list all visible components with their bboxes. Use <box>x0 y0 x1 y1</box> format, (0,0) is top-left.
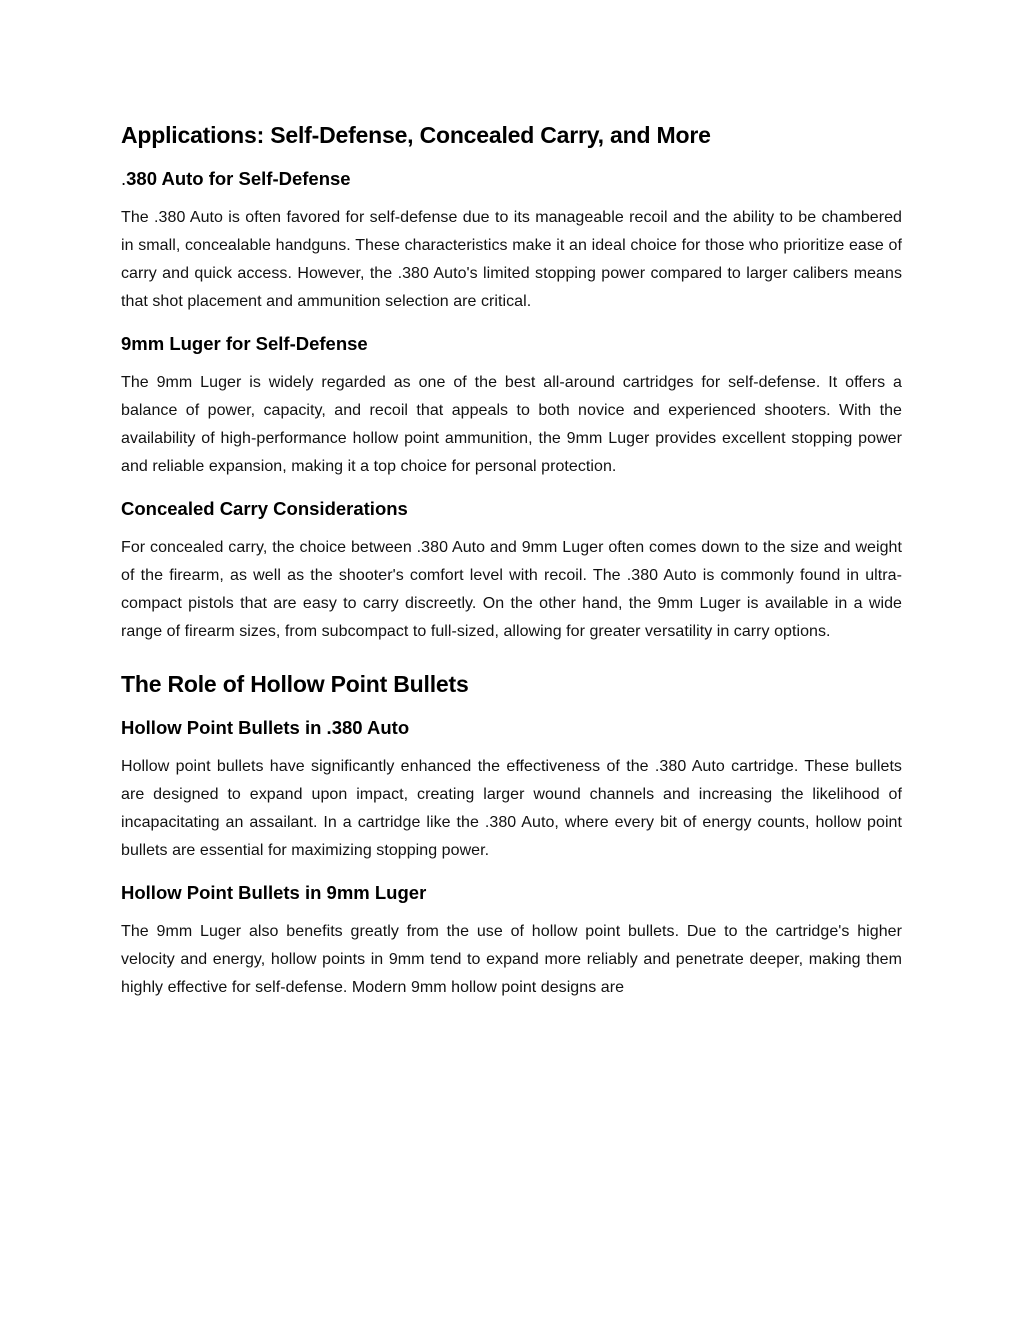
subsection-heading-380-self-defense <box>121 166 902 192</box>
paragraph-hp-9mm: The 9mm Luger also benefits greatly from the use of hollow point bullets. Due to the cartridge's higher velocity and energy, hollow points in 9mm tend to expand more reliably and penetrate deeper, making them highly effective for self-defense. Modern 9mm hollow point designs are <box>121 923 902 996</box>
paragraph-380-self-defense: The .380 Auto is often favored for self-defense due to its manageable recoil and the ability to be chambered in small, concealable handguns. These characteristics make it an ideal choice for those who prioritize ease of carry and quick access. However, the .380 Auto's limited stopping power compared to larger calibers means that shot placement and ammunition selection are critical. <box>121 209 902 310</box>
heading-text: 380 Auto for Self-Defense <box>126 168 351 189</box>
subsection-heading-hp-380: Hollow Point Bullets in .380 Auto <box>121 717 410 738</box>
subsection-heading-concealed-carry: Concealed Carry Considerations <box>121 498 408 519</box>
document-page <box>121 118 902 1017</box>
paragraph-9mm-self-defense: The 9mm Luger is widely regarded as one of the best all-around cartridges for self-defense. It offers a balance of power, capacity, and recoil that appeals to both novice and experienced shooters. With the availability of high-performance hollow point ammunition, the 9mm Luger provides excellent stopping power and reliable expansion, making it a top choice for personal protection. <box>121 374 902 475</box>
subsection-heading-hp-9mm: Hollow Point Bullets in 9mm Luger <box>121 882 427 903</box>
section-title-hollow-point: The Role of Hollow Point Bullets <box>121 671 469 697</box>
subsection-heading-9mm-self-defense: 9mm Luger for Self-Defense <box>121 333 368 354</box>
section-title-applications: Applications: Self-Defense, Concealed Carry, and More <box>121 122 711 148</box>
paragraph-concealed-carry: For concealed carry, the choice between .380 Auto and 9mm Luger often comes down to the size and weight of the firearm, as well as the shooter's comfort level with recoil. The .380 Auto is commonly found in ultra-compact pistols that are easy to carry discreetly. On the other hand, the 9mm Luger is available in a wide range of firearm sizes, from subcompact to full-sized, allowing for greater versatility in carry options. <box>121 539 902 640</box>
heading-lead-dot: . <box>121 168 127 189</box>
paragraph-hp-380: Hollow point bullets have significantly enhanced the effectiveness of the .380 Auto cartridge. These bullets are designed to expand upon impact, creating larger wound channels and increasing the likelihood of incapacitating an assailant. In a cartridge like the .380 Auto, where every bit of energy counts, hollow point bullets are essential for maximizing stopping power. <box>121 758 902 859</box>
